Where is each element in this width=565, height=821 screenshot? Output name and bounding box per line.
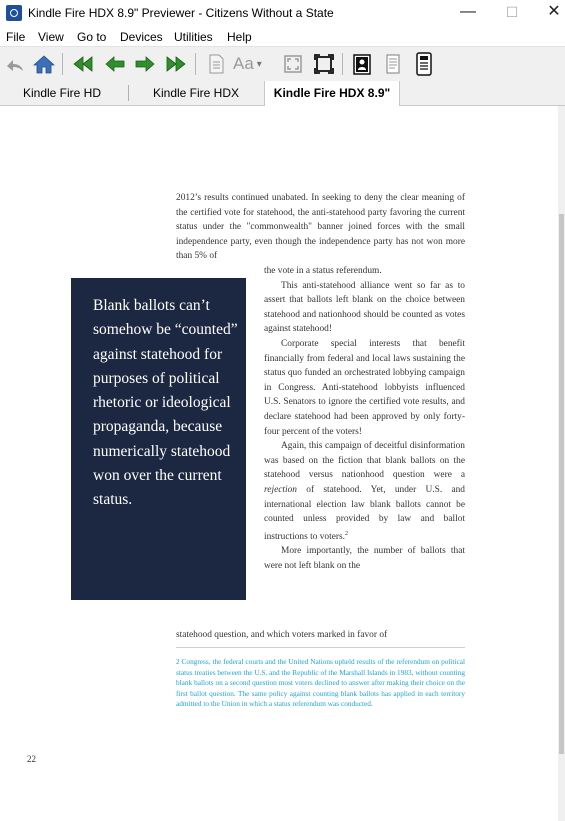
- maximize-button[interactable]: ☐: [505, 4, 519, 20]
- tab-kindle-fire-hdx-8-9[interactable]: Kindle Fire HDX 8.9": [264, 81, 400, 106]
- body-text-top: [176, 191, 465, 264]
- paragraph-text: of statehood. Yet, under U.S. and international election law blank ballots cannot be counted unless provided by law and ballot instructions to voters.: [264, 484, 465, 542]
- toolbar-separator: [195, 53, 196, 75]
- toolbar-separator: [62, 53, 63, 75]
- paragraph: Corporate special interests that benefit financially from federal and local laws sustaining the status quo funded an orchestrated lobbying campaign in Congress. Anti-statehood lobbyists influenced U.S. Senators to ignore the certified vote results, and declare statehood had been approved by only forty-four percent of the voters!: [264, 338, 465, 437]
- paragraph: statehood question, and which voters marked in favor of: [176, 630, 388, 640]
- paragraph: 2012’s results continued unabated. In seeking to deny the clear meaning of the certified vote for statehood, the anti-statehood party favoring the current status under the "commonwealth" banner joined forces with the small independence party, even though the independence party has not won more than 5% of: [176, 193, 465, 262]
- tab-kindle-fire-hdx[interactable]: Kindle Fire HDX: [152, 86, 240, 100]
- full-screen-icon[interactable]: [311, 51, 337, 77]
- toolbar: [0, 46, 565, 82]
- menu-view[interactable]: View: [38, 30, 64, 44]
- footnote-reference[interactable]: 2: [344, 530, 348, 537]
- font-size-icon[interactable]: [233, 51, 275, 77]
- undo-icon[interactable]: [2, 51, 28, 77]
- device-settings-icon[interactable]: [411, 51, 437, 77]
- footnote-divider: [176, 647, 465, 648]
- chevron-down-icon: ▾: [256, 58, 262, 70]
- paragraph: [264, 439, 465, 544]
- pull-quote: [71, 278, 246, 600]
- emphasis-text: rejection: [264, 484, 297, 495]
- menu-go-to[interactable]: Go to: [77, 30, 107, 44]
- title-bar: [0, 0, 565, 28]
- reader-mode-icon[interactable]: [349, 51, 375, 77]
- window-title: Kindle Fire HDX 8.9" Previewer - Citizens Without a State: [28, 6, 334, 20]
- fit-screen-icon[interactable]: [280, 51, 306, 77]
- page-number: 22: [27, 754, 36, 764]
- paragraph: the vote in a status referendum.: [264, 266, 382, 276]
- menu-devices[interactable]: Devices: [120, 30, 163, 44]
- tab-divider: [128, 85, 129, 101]
- minimize-button[interactable]: —: [460, 3, 476, 20]
- footnote: 2 Congress, the federal courts and the United Nations upheld results of the referendum on political status treaties between the U.S. and the Republic of the Marshall Islands in 1983, without counting blank ballots on a second question most voters declined to answer after making their choice on the first ballot question. The same policy against counting blank ballots has applied in each territory admitted to the Union in which a status referendum was conducted.: [176, 657, 465, 709]
- paragraph: More importantly, the number of ballots that were not left blank on the: [264, 546, 465, 571]
- last-page-icon[interactable]: [163, 51, 189, 77]
- previous-page-icon[interactable]: [102, 51, 128, 77]
- close-button[interactable]: ✕: [547, 3, 561, 20]
- app-icon: [6, 5, 22, 21]
- scrollbar-thumb[interactable]: [559, 214, 564, 754]
- menu-help[interactable]: Help: [227, 30, 252, 44]
- page-view-icon[interactable]: [380, 51, 406, 77]
- paragraph: This anti-statehood alliance went so far as to assert that ballots left blank on the choice between statehood and nationhood should be counted as votes against statehood!: [264, 280, 465, 335]
- tab-kindle-fire-hd[interactable]: Kindle Fire HD: [22, 86, 102, 100]
- home-icon[interactable]: [31, 51, 57, 77]
- next-page-icon[interactable]: [132, 51, 158, 77]
- menu-file[interactable]: File: [6, 30, 26, 44]
- font-size-label: Aa: [233, 54, 254, 73]
- menu-bar: [0, 28, 565, 46]
- document-icon[interactable]: [203, 51, 229, 77]
- menu-utilities[interactable]: Utilities: [174, 30, 213, 44]
- body-text-column: [264, 264, 465, 574]
- vertical-scrollbar[interactable]: [558, 106, 565, 821]
- body-text-bottom: [176, 628, 465, 643]
- first-page-icon[interactable]: [70, 51, 96, 77]
- toolbar-separator: [342, 53, 343, 75]
- device-tab-bar: [0, 81, 565, 106]
- pull-quote-text: Blank ballots can’t somehow be “counted” against statehood for purposes of political rhetoric or ideological propaganda, because numerically statehood won over the current status.: [93, 297, 238, 509]
- paragraph-text: Again, this campaign of deceitful disinformation was based on the fiction that blank ballots on the statehood versus nationhood question were a: [264, 441, 465, 481]
